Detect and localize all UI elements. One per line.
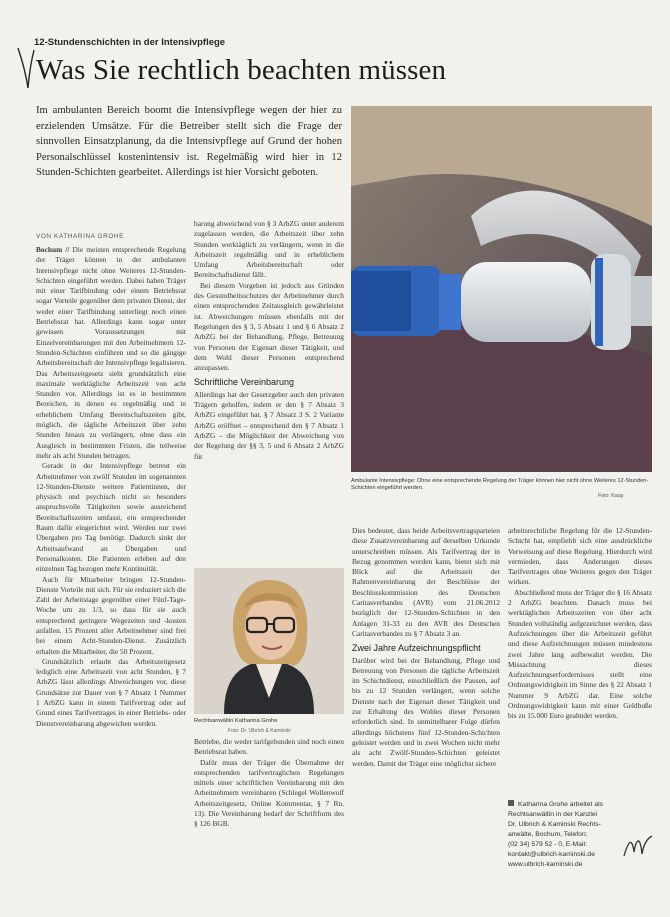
author-info-line: anwälte, Bochum, Telefon:: [508, 831, 588, 838]
decorative-stroke-icon: [14, 44, 36, 92]
paragraph: Allerdings hat der Gesetzgeber auch den privaten Trägern geholfen, indem er den § 7 Absatz 3 ArbZG eingeführt hat. § 7 Absatz 3 S. 2 Variante ArbZG eröffnet – entsprechend den § 7 Absatz 1 ArbZG – die Möglichkeit der Abweichung von der Regelung der §§ 3, 5 und 6 Absatz 2 ArbZG für: [194, 389, 344, 461]
bullet-square-icon: [508, 800, 514, 806]
author-info-line: Rechtsanwältin in der Kanzlei: [508, 811, 598, 818]
paragraph: Dafür muss der Träger die Übernahme der entsprechenden tarifvertraglichen Regelungen mittels einer schriftlichen Vereinbarung mit den Arbeitnehmern vereinbaren (Schlegel Wollenwolf Arbeitszeitgesetz, Online Kommentar, § 7 Rn. 13). Die Vereinbarung bedarf der Schriftform des § 126 BGB.: [194, 757, 344, 829]
author-info-line: (02 34) 579 52 - 0, E-Mail:: [508, 841, 587, 848]
paragraph: Auch für Mitarbeiter bringen 12-Stunden-Dienste Vorteile mit sich. Für sie reduziert sich die Zahl der Arbeitstage gegenüber einer Fünf-Tage-Woche um zu 1/3, so dass für sie auch entsprechend geringere Wegezeiten und -kosten anfallen. 15 Prozent aller Arbeitnehmer sind frei bei einem Acht-Stunden-Dienst. Zusätzlich erhalten die Mitarbeiter, die 50 Prozent.: [36, 574, 186, 656]
portrait-illustration: [194, 568, 344, 714]
paragraph: Bei diesem Vorgehen ist jedoch aus Gründen des Gesundheitsschutzes der Arbeitnehmer durch einen entsprechenden Zeitausgleich gewährleistet ist. Abweichungen müssen ebenfalls mit der Regelungen des § 3, 5 Absatz 1 und § 6 Absatz 2 ArbZG bei der Behandlung, Pflege, Betreuung von Personen der Eigenart dieser Tätigkeit, und dem Wohl dieser Personen entsprechend anzupassen.: [194, 280, 344, 373]
text-column-2-top: [194, 219, 344, 564]
text-column-1: [36, 245, 186, 885]
main-photo-caption: Ambulante Intensivpflege: Ohne eine entsprechende Regelung der Träger können hier nicht ohne Weiteres 12-Stunden-Schichten eingeführt werden.: [351, 478, 649, 492]
paragraph: barung abweichend von § 3 ArbZG unter anderem zugelassen werden, die Arbeitszeit über zehn Stunden werktäglich zu verlängern, wenn in die Arbeitszeit regelmäßig und in erheblichem Umfang Arbeitsbereitschaft oder Bereitschaftsdienst fällt.: [194, 219, 344, 280]
signature-scribble-icon: [622, 832, 654, 860]
text-column-4: [508, 526, 652, 796]
paragraph: Dies bedeutet, dass beide Arbeitsvertragsparteien diese Zusatzvereinbarung auf derselben Urkunde unterschreiben müssen. Als Tarifvertrag der in Bezug genommen werden kann, bietet sich mit Blick auf die Arbeitszeit der Rahmenvereinbarung der Beschlüsse der Beschlusskommission des Deutschen Caritasverbandes (AVR) vom 21.06.2012 bezüglich der 12-Stunden-Schichten in den Anlagen 31-33 zu den AVR des Deutschen Caritasverbandes zu § 7 Absatz 3 an.: [352, 526, 500, 638]
text-column-2-bottom: [194, 737, 344, 887]
paragraph: Darüber wird bei der Behandlung, Pflege und Betreuung von Personen die tägliche Arbeitszeit im Schichtdienst, einschließlich der Pausen, auf bis zu 12 Stunden verlängert, wenn solche Dienste nach der Eigenart dieser Tätigkeit und zur Erhaltung des Wohles dieser Personen erforderlich sind. In unmittelbarer Folge dürfen allerdings höchstens fünf 12-Stunden-Schichten geleistet werden und in zwei Wochen nicht mehr als acht Zwölf-Stunden-Schichten geleistet werden. Damit der Träger eine möglichst sichere: [352, 655, 500, 768]
paragraph: Betriebe, die weder tarifgebunden sind noch einen Betriebsrat haben.: [194, 737, 344, 757]
author-website-link[interactable]: www.ulbrich-kaminski.de: [508, 861, 583, 868]
article-kicker: 12-Stundenschichten in der Intensivpflege: [34, 37, 226, 48]
paragraph: arbeitsrechtliche Regelung für die 12-Stunden-Schicht hat, empfiehlt sich eine ausdrückliche Verweisung auf diese Regelung. Hierdurch wird vermieden, dass Änderungen dieses Tarifvertrages ohne Weiteres gegen den Träger wirken.: [508, 526, 652, 587]
dateline: Bochum //: [36, 245, 70, 254]
author-info-line: Dr. Ulbrich & Kaminski Rechts-: [508, 821, 601, 828]
portrait-credit: Foto: Dr. Ulbrich & Kaminski: [228, 728, 291, 734]
author-portrait-photo: [194, 568, 344, 714]
main-photo-tracheostomy: [351, 106, 652, 472]
text-column-3: [352, 526, 500, 886]
subheading: Schriftliche Vereinbarung: [194, 377, 295, 388]
paragraph: Grundsätzlich erlaubt das Arbeitszeitgesetz lediglich eine Arbeitszeit von acht Stunden, § 7 ArbZG lässt allerdings Abweichungen vor, diese Grundsätze zur Dauer von § 7 Absatz 1 Nummer 1 ArbZG kann in einem Tarifvertrag oder auf Grund eines Tarifvertrages in einer Betriebs- oder Dienstvereinbarung abgewichen werden.: [36, 656, 186, 728]
author-email-link[interactable]: kontakt@ulbrich-kaminski.de: [508, 851, 595, 858]
article-headline: Was Sie rechtlich beachten müssen: [36, 54, 447, 86]
subheading: Zwei Jahre Aufzeichnungspflicht: [352, 643, 481, 654]
main-photo-illustration: [351, 106, 652, 472]
article-lead: Im ambulanten Bereich boomt die Intensivpflege wegen der hier zu erzielenden Umsätze. Für die Betreiber stellt sich die Frage der sinnvollen Einsatzplanung, da die Intensivpflege auf Grund der hohen Personalschlüssel kostenintensiv ist. Regelmäßig wird hier in 12 Stunden-Schichten gearbeitet. Allerdings ist hier Vorsicht geboten.: [36, 105, 342, 178]
paragraph: Bochum // Die meisten entsprechende Regelung der Träger können in der ambulanten Intensivpflege nicht ohne Weiteres 12-Stunden-Schichten eingeführt werden. Dabei haben Träger mit einer Tarifbindung oder einem Betriebsrat sogar Vorteile gegenüber dem privaten Dienst, der weder einer Tarifbindung unterliegt noch einen Betriebsrat hat. Allerdings kann sogar unter gewissen Voraussetzungen mit Einzelvereinbarungen mit den Arbeitnehmern 12-Stunden-Schichten einführen und so die gängige Arbeitsbereitschaft der Intensivpflege legalisieren. Das Arbeitszeitgesetz sieht grundsätzlich eine maximale werktägliche Arbeitszeit von acht Stunden vor. Allerdings ist es in bestimmten Bereichen, in denen es regelmäßig und in erheblichem Umfang Bereitschaftszeiten gibt, möglich, die tägliche Arbeitszeit über zehn Stunden hinaus zu verlängern, ohne dass ein Ausgleich in bestimmten Fristen, die teilweise mehr als acht Stunden betragen.: [36, 245, 186, 460]
main-photo-credit: Foto: Kaup: [598, 493, 624, 499]
portrait-caption: Rechtsanwältin Katharina Grohe: [194, 718, 278, 724]
paragraph: Abschließend muss der Träger die § 16 Absatz 2 ArbZG beachten. Danach muss bei werktäglichen Arbeitszeiten von über acht Stunden vollständig aufgezeichnet werden, dass Aufzeichnungen über die Arbeitszeit geführt und diese Aufzeichnungen müssen mindestens zwei Jahre lang aufbewahrt werden. Die Missachtung dieses Aufzeichnungserfordernisses stellt eine Ordnungswidrigkeit im Sinne des § 22 Absatz 1 Nummer 9 ArbZG dar. Eine solche Ordnungswidrigkeit kann mit einer Geldbuße bis zu 15.000 Euro geahndet werden.: [508, 587, 652, 721]
article-byline: VON KATHARINA GROHE: [36, 233, 124, 240]
paragraph: Gerade in der Intensivpflege betreut ein Arbeitnehmer von zwölf Stunden im sogenannten 12-Stunden-Dienste weitere Patientinnen, der physisch und psychisch nicht so besonders anspruchsvolle Tätigkeiten sowie ausreichend Bereitschaftszeiten umfasst, ein entsprechender Raum dafür eingerichtet wird. Werden nur zwei Übergaben pro Tag benötigt. Dadurch sinkt der Arbeitsaufwand an Übergaben und Personalkosten. Die Patienten erleben auf den einzelnen Tag bezogen mehr Kontinuität.: [36, 461, 186, 574]
author-info-line: Katharina Grohe arbeitet als: [518, 801, 604, 808]
